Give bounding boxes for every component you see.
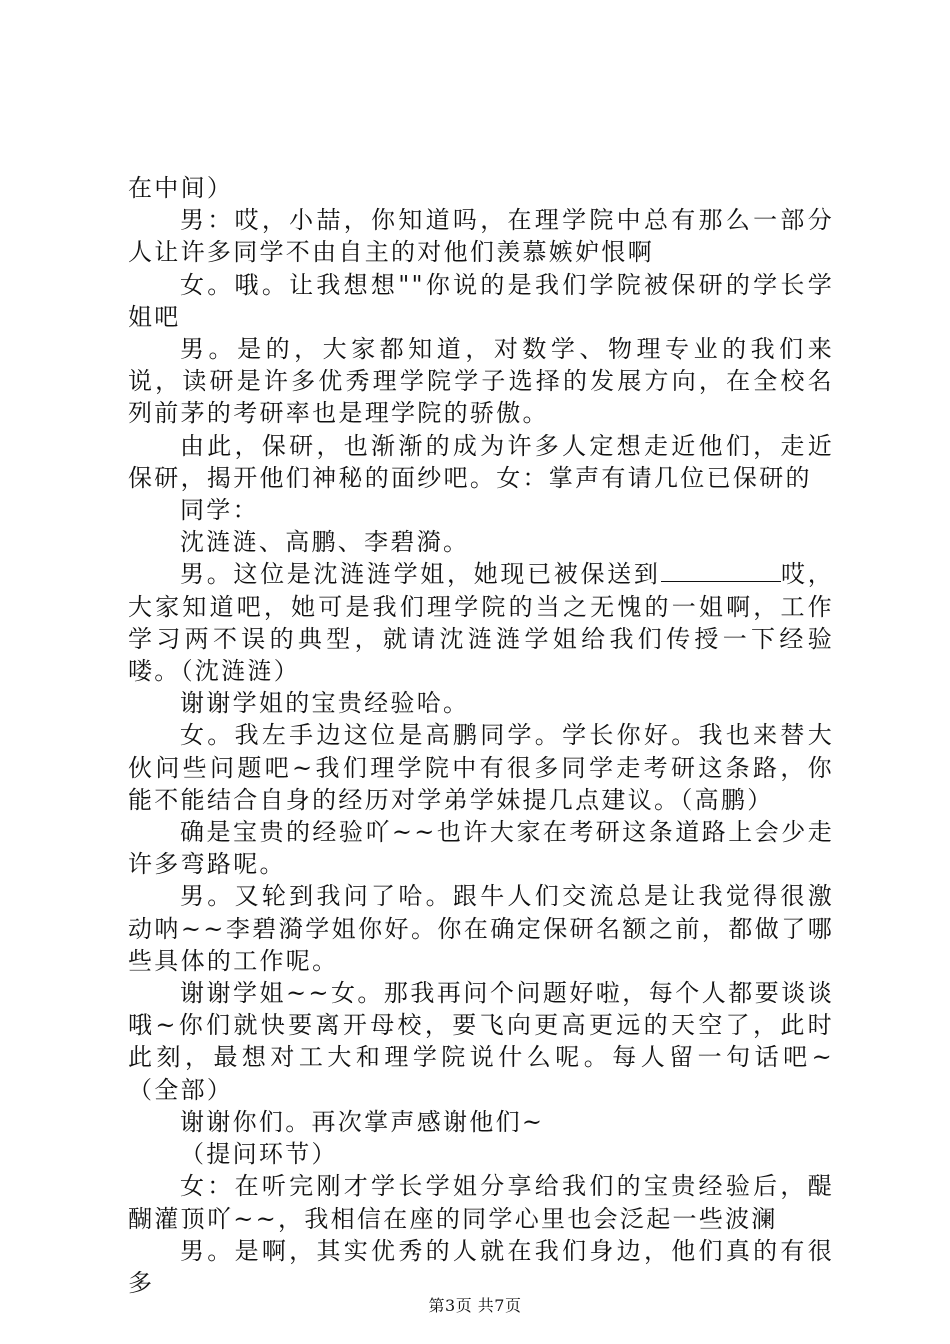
paragraph-16: 女：在听完刚才学长学姐分享给我们的宝贵经验后，醍醐灌顶吖~~，我相信在座的同学心里也会泛起一些波澜: [128, 1172, 834, 1233]
paragraph-8-after-blank: 哎，大家知道吧，她可是我们理学院的当之无愧的一姐啊，工作学习两不误的典型，就请沈涟涟学姐给我们传授一下经验喽。（沈涟涟）: [128, 560, 834, 686]
paragraph-11: 确是宝贵的经验吖~~也许大家在考研这条道路上会少走许多弯路呢。: [128, 818, 834, 879]
paragraph-3: 女。哦。让我想想""你说的是我们学院被保研的学长学姐吧: [128, 270, 834, 331]
paragraph-6: 同学：: [180, 496, 259, 525]
paragraph-7: 沈涟涟、高鹏、李碧漪。: [180, 528, 470, 557]
paragraph-13: 谢谢学姐~~女。那我再问个问题好啦，每个人都要谈谈哦~你们就快要离开母校，要飞向更高更远的天空了，此时此刻，最想对工大和理学院说什么呢。每人留一句话吧~（全部）: [128, 979, 834, 1104]
document-body: [128, 172, 834, 1299]
paragraph-14: 谢谢你们。再次掌声感谢他们~: [180, 1107, 545, 1136]
paragraph-15: （提问环节）: [180, 1140, 338, 1169]
paragraph-2: 男：哎，小喆，你知道吗，在理学院中总有那么一部分人让许多同学不由自主的对他们羡慕嫉妒恨啊: [128, 206, 834, 267]
paragraph-1: 在中间）: [128, 174, 234, 202]
paragraph-8-before-blank: 男。这位是沈涟涟学姐，她现已被保送到: [180, 560, 661, 589]
paragraph-12: 男。又轮到我问了哈。跟牛人们交流总是让我觉得很激动呐~~李碧漪学姐你好。你在确定保研名额之前，都做了哪些具体的工作呢。: [128, 882, 834, 975]
page-number-label: 第3页 共7页: [428, 1296, 522, 1315]
paragraph-10: 女。我左手边这位是高鹏同学。学长你好。我也来替大伙问些问题吧~我们理学院中有很多同学走考研这条路，你能不能结合自身的经历对学弟学妹提几点建议。（高鹏）: [128, 721, 834, 814]
paragraph-17: 男。是啊，其实优秀的人就在我们身边，他们真的有很多: [128, 1236, 834, 1297]
paragraph-8: [128, 558, 834, 687]
page-footer: [0, 1293, 950, 1316]
fill-in-blank: [661, 559, 781, 582]
paragraph-9: 谢谢学姐的宝贵经验哈。: [180, 689, 470, 718]
paragraph-4: 男。是的，大家都知道，对数学、物理专业的我们来说，读研是许多优秀理学院学子选择的发展方向，在全校名列前茅的考研率也是理学院的骄傲。: [128, 335, 834, 428]
paragraph-5: 由此，保研，也渐渐的成为许多人定想走近他们，走近保研，揭开他们神秘的面纱吧。女：掌声有请几位已保研的: [128, 431, 834, 492]
